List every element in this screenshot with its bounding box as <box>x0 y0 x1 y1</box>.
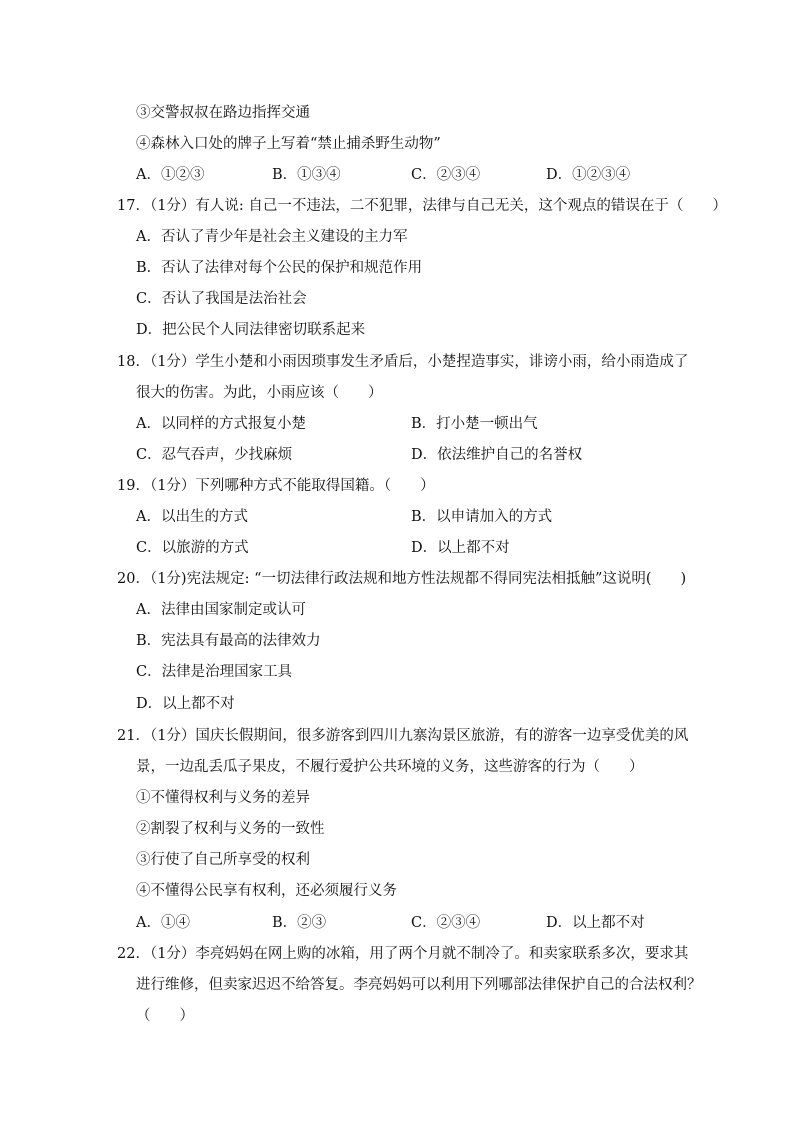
question-19-stem: 19．（1分）下列哪种方式不能取得国籍。（ ） <box>117 478 435 494</box>
q21-option-b[interactable]: B．②③ <box>272 915 327 931</box>
q19-option-a[interactable]: A．以出生的方式 <box>136 509 248 525</box>
q18-option-b[interactable]: B．打小楚一顿出气 <box>411 416 538 432</box>
q21-statement-2: ②割裂了权利与义务的一致性 <box>136 821 325 837</box>
q20-option-c[interactable]: C．法律是治理国家工具 <box>136 664 293 680</box>
q16-option-c[interactable]: C．②③④ <box>411 167 481 183</box>
q17-option-d[interactable]: D．把公民个人同法律密切联系起来 <box>136 322 366 338</box>
q16-option-d[interactable]: D．①②③④ <box>546 167 631 183</box>
q21-statement-4: ④不懂得公民享有权利，还必须履行义务 <box>136 883 397 899</box>
q20-option-b[interactable]: B．宪法具有最高的法律效力 <box>136 633 321 649</box>
q20-option-d[interactable]: D．以上都不对 <box>136 696 235 712</box>
q21-option-a[interactable]: A．①④ <box>136 915 190 931</box>
question-22-stem: 22．（1分）李亮妈妈在网上购的冰箱，用了两个月就不制冷了。和卖家联系多次，要求其 <box>117 946 689 962</box>
q21-statement-1: ①不懂得权利与义务的差异 <box>136 790 310 806</box>
q16-option-b[interactable]: B．①③④ <box>272 167 341 183</box>
q18-option-a[interactable]: A．以同样的方式报复小楚 <box>136 416 306 432</box>
item-4-statement: ④森林入口处的牌子上写着“禁止捕杀野生动物” <box>136 136 441 152</box>
q19-option-c[interactable]: C．以旅游的方式 <box>136 540 249 556</box>
question-20-stem: 20．（1分)宪法规定: “一切法律行政法规和地方性法规都不得同宪法相抵触”这说明( ) <box>117 571 687 587</box>
q21-option-c[interactable]: C．②③④ <box>411 915 481 931</box>
q21-option-d[interactable]: D．以上都不对 <box>546 915 645 931</box>
question-17-stem: 17．（1分）有人说: 自己一不违法，二不犯罪，法律与自己无关，这个观点的错误在于（ ） <box>117 198 727 214</box>
q17-option-c[interactable]: C．否认了我国是法治社会 <box>136 291 307 307</box>
question-18-stem-cont: 很大的伤害。为此，小雨应该（ ） <box>136 385 383 401</box>
question-22-answer-blank: （ ） <box>136 1008 194 1024</box>
question-21-stem-cont: 景，一边乱丢瓜子果皮，不履行爱护公共环境的义务，这些游客的行为（ ） <box>136 759 644 775</box>
question-21-stem: 21．（1分）国庆长假期间，很多游客到四川九寨沟景区旅游，有的游客一边享受优美的风 <box>117 728 689 744</box>
q18-option-c[interactable]: C．忍气吞声，少找麻烦 <box>136 447 293 463</box>
question-18-stem: 18．（1分）学生小楚和小雨因琐事发生矛盾后，小楚捏造事实，诽谤小雨，给小雨造成了 <box>117 354 689 370</box>
q20-option-a[interactable]: A．法律由国家制定或认可 <box>136 602 306 618</box>
q19-option-b[interactable]: B．以申请加入的方式 <box>411 509 553 525</box>
q16-option-a[interactable]: A．①②③ <box>136 167 205 183</box>
q17-option-b[interactable]: B．否认了法律对每个公民的保护和规范作用 <box>136 260 423 276</box>
item-3-statement: ③交警叔叔在路边指挥交通 <box>136 105 310 121</box>
q18-option-d[interactable]: D．依法维护自己的名誉权 <box>411 447 583 463</box>
q19-option-d[interactable]: D．以上都不对 <box>411 540 510 556</box>
question-22-stem-cont: 进行维修，但卖家迟迟不给答复。李亮妈妈可以利用下列哪部法律保护自己的合法权利？ <box>136 977 702 993</box>
q21-statement-3: ③行使了自己所享受的权利 <box>136 852 310 868</box>
q17-option-a[interactable]: A．否认了青少年是社会主义建设的主力军 <box>136 229 408 245</box>
